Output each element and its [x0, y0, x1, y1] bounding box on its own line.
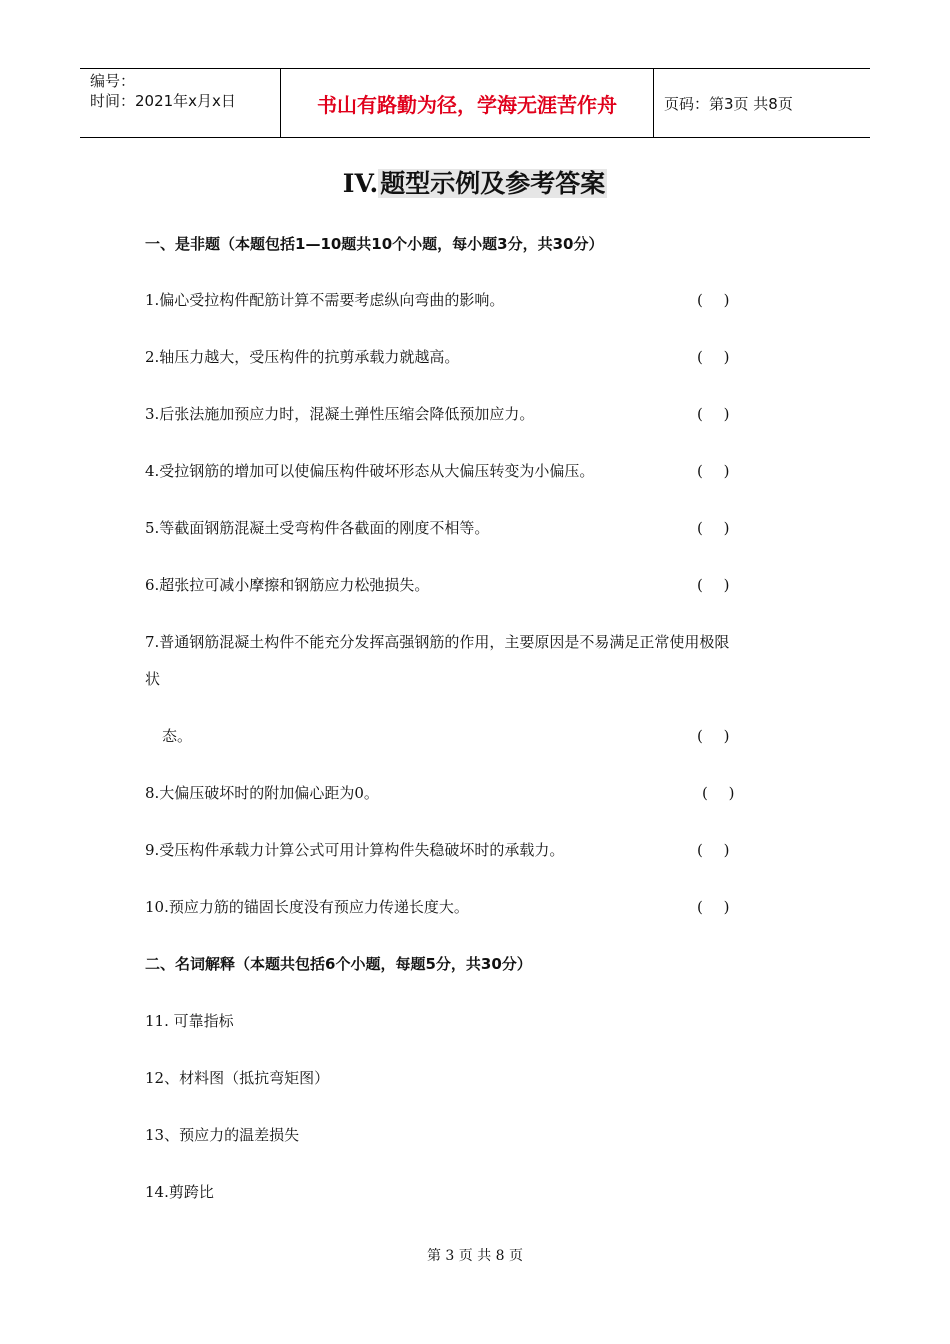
header-motto: 书山有路勤为径，学海无涯苦作舟 — [281, 69, 654, 137]
question-7-wrap: 状 — [145, 670, 161, 688]
term-13: 13、预应力的温差损失 — [145, 1126, 300, 1144]
question-8: 8.大偏压破坏时的附加偏心距为0。 — [145, 784, 379, 802]
section1-heading: 一、是非题（本题包括1—10题共10个小题，每小题3分，共30分） — [145, 235, 604, 253]
title-text: 题型示例及参考答案 — [380, 169, 606, 198]
answer-paren-4: ( ) — [697, 462, 738, 480]
time-label: 时间：2021年x月x日 — [90, 92, 236, 110]
term-14: 14.剪跨比 — [145, 1183, 214, 1201]
answer-paren-5: ( ) — [697, 519, 738, 537]
question-2: 2.轴压力越大，受压构件的抗剪承载力就越高。 — [145, 348, 460, 366]
header-meta — [80, 69, 281, 137]
question-7: 7.普通钢筋混凝土构件不能充分发挥高强钢筋的作用，主要原因是不易满足正常使用极限 — [145, 633, 730, 651]
question-4: 4.受拉钢筋的增加可以使偏压构件破坏形态从大偏压转变为小偏压。 — [145, 462, 595, 480]
answer-paren-1: ( ) — [697, 291, 738, 309]
term-12: 12、材料图（抵抗弯矩图） — [145, 1069, 330, 1087]
answer-paren-3: ( ) — [697, 405, 738, 423]
question-5: 5.等截面钢筋混凝土受弯构件各截面的刚度不相等。 — [145, 519, 490, 537]
question-10: 10.预应力筋的锚固长度没有预应力传递长度大。 — [145, 898, 469, 916]
number-label: 编号： — [90, 72, 136, 90]
answer-paren-6: ( ) — [697, 576, 738, 594]
answer-paren-9: ( ) — [697, 841, 738, 859]
answer-paren-8: ( ) — [702, 784, 743, 802]
question-9: 9.受压构件承载力计算公式可用计算构件失稳破坏时的承载力。 — [145, 841, 565, 859]
title-prefix: IV. — [342, 169, 379, 198]
question-1: 1.偏心受拉构件配筋计算不需要考虑纵向弯曲的影响。 — [145, 291, 505, 309]
answer-paren-10: ( ) — [697, 898, 738, 916]
section2-heading: 二、名词解释（本题共包括6个小题，每题5分，共30分） — [145, 955, 532, 973]
question-6: 6.超张拉可减小摩擦和钢筋应力松弛损失。 — [145, 576, 430, 594]
question-3: 3.后张法施加预应力时，混凝土弹性压缩会降低预加应力。 — [145, 405, 535, 423]
page-header — [80, 68, 870, 138]
page-title — [0, 166, 950, 202]
page-footer: 第 3 页 共 8 页 — [426, 1248, 524, 1264]
answer-paren-7: ( ) — [697, 727, 738, 745]
header-page-info: 页码：第3页 共8页 — [664, 94, 793, 113]
term-11: 11. 可靠指标 — [145, 1012, 234, 1030]
answer-paren-2: ( ) — [697, 348, 738, 366]
question-7-cont: 态。 — [162, 727, 193, 745]
